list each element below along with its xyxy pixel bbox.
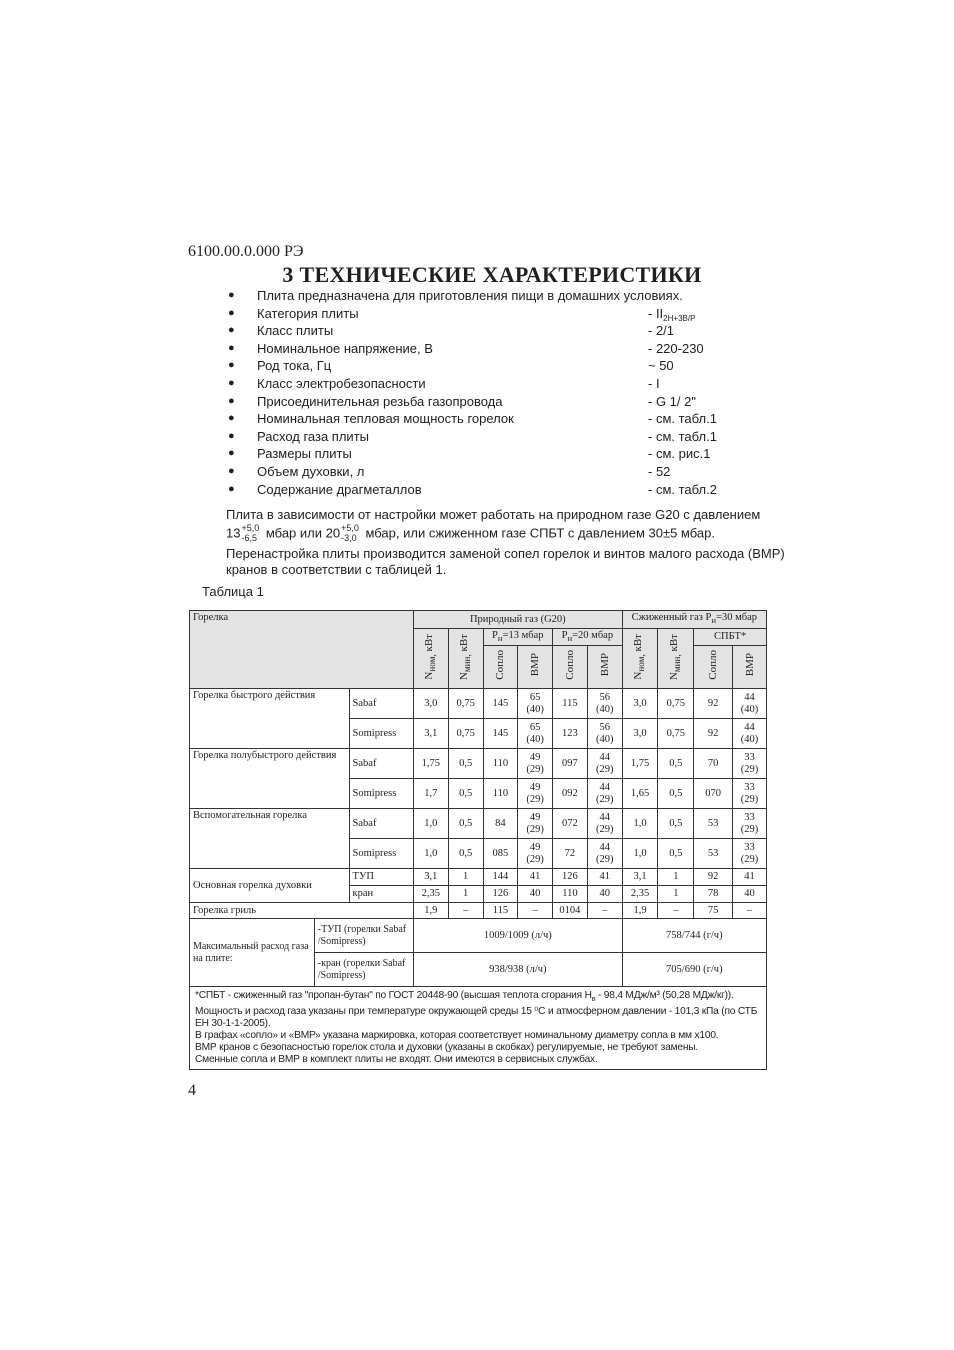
cell: – (518, 903, 553, 919)
spec-intro (228, 287, 768, 305)
cell: 49 (29) (518, 779, 553, 809)
maker: Somipress (349, 719, 413, 749)
header-nmin-lpg: $N_{мин,}$ кВт (658, 629, 694, 689)
cell: 0,75 (448, 719, 483, 749)
cell: 49 (29) (518, 839, 553, 869)
cell: 1,0 (622, 809, 658, 839)
spec-label: Присоединительная резьба газопровода (257, 393, 503, 409)
cell: 41 (733, 869, 767, 886)
header-nozzle: Сопло (553, 646, 588, 689)
tolerance-20: +5,0 -3,0 (341, 523, 359, 543)
cell: – (658, 903, 694, 919)
max-consumption-label: Максимальный расход газа на плите: (190, 919, 315, 987)
cell: 44 (29) (587, 809, 622, 839)
spec-value: - 2/1 (648, 323, 675, 339)
cell: 0,5 (658, 809, 694, 839)
spec-label: Род тока, Гц (257, 358, 332, 374)
max-consumption-type: -кран (горелки Sabaf /Somipress) (314, 953, 413, 987)
cell: 3,1 (413, 869, 448, 886)
header-spbt: СПБТ* (694, 629, 767, 646)
bullet-icon: ● (228, 412, 235, 425)
cell: 072 (553, 809, 588, 839)
header-nnom-natural: $N_{ном,}$ кВт (413, 629, 448, 689)
spec-value-subscript: 2H+3B/P (663, 313, 696, 323)
cell: 145 (483, 719, 518, 749)
bullet-icon: ● (228, 289, 235, 301)
spec-label: Класс плиты (257, 323, 334, 339)
maker: Sabaf (349, 809, 413, 839)
cell: 0,5 (658, 749, 694, 779)
header-vmr: ВМР (518, 646, 553, 689)
cell: 84 (483, 809, 518, 839)
cell: 40 (587, 886, 622, 903)
bullet-icon: ● (228, 306, 235, 319)
cell: 126 (483, 886, 518, 903)
cell: 49 (29) (518, 809, 553, 839)
control-type: ТУП (349, 869, 413, 886)
cell: 1 (448, 886, 483, 903)
cell: 070 (694, 779, 733, 809)
section-title: 3 ТЕХНИЧЕСКИЕ ХАРАКТЕРИСТИКИ (282, 262, 702, 287)
max-natural: 938/938 (л/ч) (413, 953, 622, 987)
cell: 0,5 (448, 779, 483, 809)
cell: 0,5 (448, 809, 483, 839)
cell: 3,0 (622, 689, 658, 719)
header-vmr: ВМР (587, 646, 622, 689)
header-nnom-lpg: $N_{ном,}$ кВт (622, 629, 658, 689)
cell: 33 (29) (733, 809, 767, 839)
note-line: Сменные сопла и ВМР в комплект плиты не входят. Они имеются в сервисных службах. (195, 1054, 598, 1066)
spec-value: - G 1/ 2" (648, 393, 696, 409)
spec-item (228, 322, 768, 340)
cell: – (448, 903, 483, 919)
cell: 1,7 (413, 779, 448, 809)
spec-item (228, 375, 768, 393)
header-burner: Горелка (190, 611, 414, 689)
bullet-icon: ● (228, 359, 235, 372)
burner-table (189, 610, 767, 1070)
cell: 0,5 (658, 779, 694, 809)
table-row (190, 903, 767, 919)
cell: 44 (29) (587, 839, 622, 869)
cell: 56 (40) (587, 689, 622, 719)
spec-label: Объем духовки, л (257, 463, 365, 479)
header-lpg: Сжиженный газ $Р_н=30$ мбар (622, 611, 766, 629)
cell: 126 (553, 869, 588, 886)
burner-name: Горелка полубыстрого действия (190, 749, 350, 809)
cell: 1,75 (622, 749, 658, 779)
header-nozzle: Сопло (694, 646, 733, 689)
table-caption: Таблица 1 (202, 584, 264, 599)
spec-item (228, 340, 768, 358)
cell: 53 (694, 839, 733, 869)
header-natural-gas: Природный газ (G20) (413, 611, 622, 629)
spec-item (228, 481, 768, 499)
bullet-icon: ● (228, 376, 235, 389)
cell: 41 (587, 869, 622, 886)
table-row (190, 919, 767, 953)
cell: 097 (553, 749, 588, 779)
spec-value: - см. табл.1 (648, 428, 717, 444)
cell: 115 (553, 689, 588, 719)
max-lpg: 758/744 (г/ч) (622, 919, 766, 953)
burner-name: Основная горелка духовки (190, 869, 350, 903)
cell: 41 (518, 869, 553, 886)
maker: Somipress (349, 839, 413, 869)
pressure-paragraph (226, 507, 786, 544)
table-notes-row (190, 987, 767, 1070)
cell: 110 (553, 886, 588, 903)
cell: 33 (29) (733, 749, 767, 779)
cell: 3,1 (413, 719, 448, 749)
bullet-icon: ● (228, 482, 235, 495)
cell: 2,35 (622, 886, 658, 903)
cell: 70 (694, 749, 733, 779)
spec-value: - см. табл.2 (648, 481, 717, 497)
cell: 092 (553, 779, 588, 809)
cell: 1,0 (413, 809, 448, 839)
header-p20: $Р_н=20$ мбар (553, 629, 623, 646)
spec-item (228, 305, 768, 323)
cell: 72 (553, 839, 588, 869)
cell: 92 (694, 719, 733, 749)
cell: 1,0 (622, 839, 658, 869)
cell: 3,1 (622, 869, 658, 886)
cell: 1,9 (622, 903, 658, 919)
cell: 0,75 (658, 719, 694, 749)
cell: 33 (29) (733, 779, 767, 809)
page-number: 4 (188, 1082, 196, 1099)
cell: 115 (483, 903, 518, 919)
max-natural: 1009/1009 (л/ч) (413, 919, 622, 953)
spec-item (228, 428, 768, 446)
spec-value: ~ 50 (648, 358, 674, 374)
cell: 110 (483, 779, 518, 809)
spec-list (228, 287, 768, 498)
table-row (190, 869, 767, 886)
spec-label: Размеры плиты (257, 446, 352, 462)
cell: 0,5 (448, 839, 483, 869)
pressure-line-1: Плита в зависимости от настройки может работать на природном газе G20 с давлением (226, 507, 761, 522)
spec-item (228, 410, 768, 428)
control-type: кран (349, 886, 413, 903)
burner-name: Горелка гриль (190, 903, 414, 919)
maker: Sabaf (349, 749, 413, 779)
spec-value: - см. рис.1 (648, 446, 711, 462)
note-line: Мощность и расход газа указаны при температуре окружающей среды 15 ⁰С и атмосферном давлении - 101,3 кПа (по СТБ ЕН 30-1-1-2005). (195, 1006, 758, 1030)
table-row (190, 689, 767, 719)
cell: 33 (29) (733, 839, 767, 869)
retrofit-paragraph: Перенастройка плиты производится заменой сопел горелок и винтов малого расхода (ВМР) кранов в соответствии с таблицей 1. (226, 546, 785, 577)
spec-label: Класс электробезопасности (257, 375, 426, 391)
bullet-icon: ● (228, 394, 235, 407)
cell: 3,0 (413, 689, 448, 719)
burner-name: Вспомогательная горелка (190, 809, 350, 869)
cell: 1,65 (622, 779, 658, 809)
burner-name: Горелка быстрого действия (190, 689, 350, 749)
cell: 1,0 (413, 839, 448, 869)
header-nozzle: Сопло (483, 646, 518, 689)
spec-label: Номинальная тепловая мощность горелок (257, 411, 514, 427)
spec-label: Содержание драгметаллов (257, 481, 422, 497)
cell: 0,75 (448, 689, 483, 719)
cell: 78 (694, 886, 733, 903)
cell: 65 (40) (518, 689, 553, 719)
spec-value: - см. табл.1 (648, 411, 717, 427)
header-p13: $Р_н=13$ мбар (483, 629, 553, 646)
bullet-icon: ● (228, 447, 235, 460)
spec-value: - I (648, 375, 660, 391)
cell: 44 (29) (587, 749, 622, 779)
note-line: ВМР кранов с безопасностью горелок стола и духовки (указаны в скобках) регулируемые, не требуют замены. (195, 1042, 699, 1054)
spec-intro-text: Плита предназначена для приготовления пищи в домашних условиях. (257, 288, 683, 303)
cell: 92 (694, 689, 733, 719)
spec-label: Категория плиты (257, 305, 359, 321)
table-notes (190, 987, 767, 1070)
cell: 0,75 (658, 689, 694, 719)
cell: 123 (553, 719, 588, 749)
table-row (190, 809, 767, 839)
cell: 085 (483, 839, 518, 869)
spec-value: - 220-230 (648, 340, 704, 356)
cell: 145 (483, 689, 518, 719)
document-number: 6100.00.0.000 РЭ (188, 243, 304, 260)
cell: 110 (483, 749, 518, 779)
pressure-line-2: 13+5,0 -6,5 мбар или 20+5,0 -3,0 мбар, или сжиженном газе СПБТ с давлением 30±5 мбар. (226, 523, 715, 543)
tolerance-13: +5,0 -6,5 (241, 523, 260, 543)
cell: 1 (658, 869, 694, 886)
maker: Somipress (349, 779, 413, 809)
cell: 1 (448, 869, 483, 886)
cell: – (587, 903, 622, 919)
spec-item (228, 357, 768, 375)
spec-item (228, 445, 768, 463)
cell: – (733, 903, 767, 919)
spec-label: Расход газа плиты (257, 428, 369, 444)
cell: 3,0 (622, 719, 658, 749)
header-vmr: ВМР (733, 646, 767, 689)
spec-item (228, 393, 768, 411)
max-lpg: 705/690 (г/ч) (622, 953, 766, 987)
max-consumption-type: -ТУП (горелки Sabaf /Somipress) (314, 919, 413, 953)
cell: 56 (40) (587, 719, 622, 749)
cell: 1,75 (413, 749, 448, 779)
cell: 1 (658, 886, 694, 903)
table-row (190, 749, 767, 779)
spec-value: - 52 (648, 463, 671, 479)
cell: 2,35 (413, 886, 448, 903)
header-nmin-natural: $N_{мин,}$ кВт (448, 629, 483, 689)
cell: 144 (483, 869, 518, 886)
cell: 92 (694, 869, 733, 886)
cell: 0,5 (448, 749, 483, 779)
cell: 44 (40) (733, 689, 767, 719)
spec-label: Номинальное напряжение, В (257, 340, 433, 356)
cell: 75 (694, 903, 733, 919)
bullet-icon: ● (228, 464, 235, 477)
note-line: В графах «сопло» и «ВМР» указана маркировка, которая соответствует номинальному диаметру сопла в мм х100. (195, 1030, 719, 1042)
note-line: *СПБТ - сжиженный газ "пропан-бутан" по ГОСТ 20448-90 (высшая теплота сгорания $Н_в - 98,4$ МДж/м³ (50,28 МДж/кг)). (195, 990, 734, 1004)
cell: 44 (29) (587, 779, 622, 809)
cell: 0,5 (658, 839, 694, 869)
cell: 65 (40) (518, 719, 553, 749)
spec-item (228, 463, 768, 481)
cell: 1,9 (413, 903, 448, 919)
bullet-icon: ● (228, 429, 235, 442)
spec-value: - $II_{2H+3B/P}$ (648, 305, 696, 323)
cell: 49 (29) (518, 749, 553, 779)
cell: 53 (694, 809, 733, 839)
bullet-icon: ● (228, 324, 235, 337)
bullet-icon: ● (228, 341, 235, 354)
cell: 0104 (553, 903, 588, 919)
cell: 40 (733, 886, 767, 903)
maker: Sabaf (349, 689, 413, 719)
cell: 44 (40) (733, 719, 767, 749)
cell: 40 (518, 886, 553, 903)
